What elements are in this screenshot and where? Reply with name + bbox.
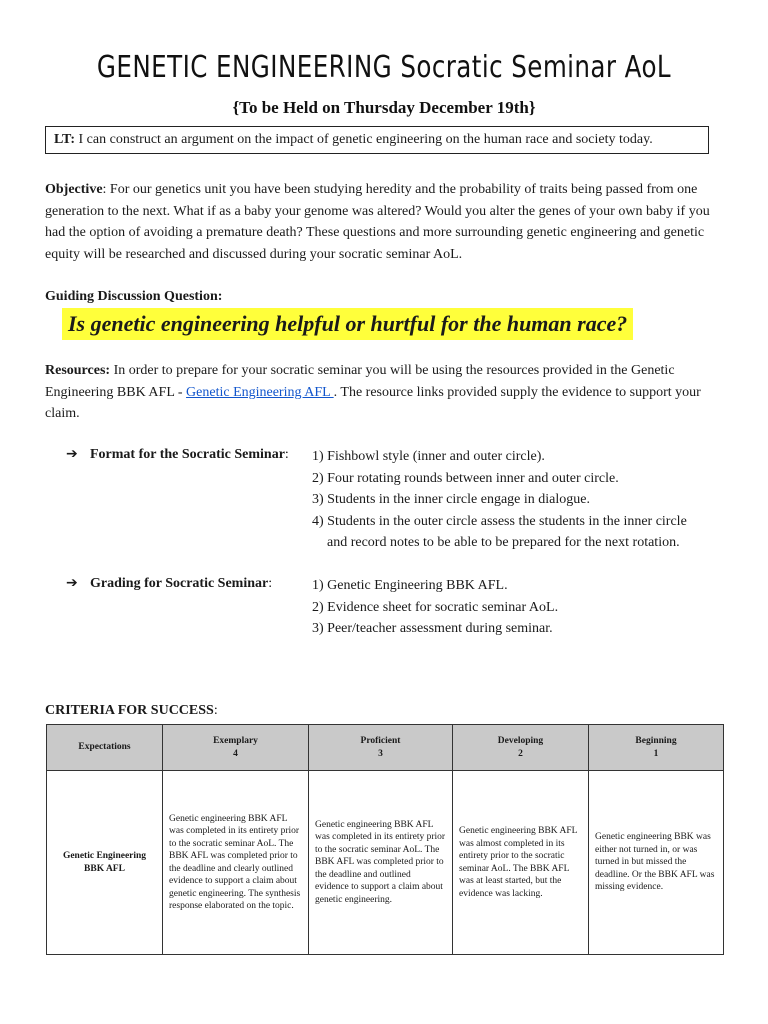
list-item: 3) Peer/teacher assessment during seminar. <box>312 621 553 636</box>
header-expectations: Expectations <box>47 725 163 771</box>
grading-colon: : <box>268 576 273 591</box>
list-item: 1) Genetic Engineering BBK AFL. <box>312 578 508 593</box>
objective-label: Objective <box>45 182 103 197</box>
objective-text: : For our genetics unit you have been studying heredity and the probability of traits being passed from one generation to the next. What if as a baby your genome was altered? Would you alter the genes of your own baby if you had the option of avoiding a premature death? These questions and more surrounding genetic engineering and genetic equity will be researched and discussed during your socratic seminar AoL. <box>45 182 710 262</box>
list-item: and record notes to be able to be prepared for the next rotation. <box>327 535 680 550</box>
cell-proficient: Genetic engineering BBK AFL was completed in its entirety prior to the socratic seminar AoL. The BBK AFL was completed prior to the deadline and outlined evidence to support a claim about genetic engineering. <box>309 771 453 955</box>
list-item: 1) Fishbowl style (inner and outer circle). <box>312 449 545 464</box>
table-row <box>47 771 724 955</box>
resources-paragraph <box>45 360 725 425</box>
header-developing: Developing 2 <box>453 725 589 771</box>
cell-beginning: Genetic engineering BBK was either not turned in, or was turned in but missed the deadline. Or the BBK AFL was missing evidence. <box>589 771 724 955</box>
criteria-label: CRITERIA FOR SUCCESS <box>45 703 214 718</box>
guiding-question-label: Guiding Discussion Question: <box>45 289 223 304</box>
list-item: 4) Students in the outer circle assess the students in the inner circle <box>312 513 687 529</box>
arrow-bullet-icon: ➔ <box>66 446 78 462</box>
genetic-engineering-afl-link[interactable]: Genetic Engineering AFL <box>186 384 334 400</box>
resources-label: Resources: <box>45 363 111 378</box>
grading-list <box>312 575 558 640</box>
row-expectation: Genetic Engineering BBK AFL <box>47 771 163 955</box>
grading-bullet <box>66 575 272 592</box>
seminar-date: {To be Held on Thursday December 19th} <box>232 98 536 117</box>
format-colon: : <box>284 447 289 462</box>
learning-target-text: I can construct an argument on the impact of genetic engineering on the human race and society today. <box>75 132 653 147</box>
criteria-colon: : <box>213 703 218 718</box>
format-bullet <box>66 446 289 463</box>
header-proficient: Proficient 3 <box>309 725 453 771</box>
list-item: 2) Four rotating rounds between inner and outer circle. <box>312 470 619 486</box>
list-item: 2) Evidence sheet for socratic seminar AoL. <box>312 599 559 615</box>
rubric-header-row <box>47 725 724 771</box>
criteria-heading <box>45 703 218 719</box>
objective-paragraph <box>45 179 725 265</box>
cell-exemplary: Genetic engineering BBK AFL was completed in its entirety prior to the socratic seminar AoL. The BBK AFL was completed prior to the deadline and clearly outlined evidence to support a claim about genetic engineering. The synthesis response elaborated on the topic. <box>163 771 309 955</box>
format-list <box>312 446 687 554</box>
guiding-question: Is genetic engineering helpful or hurtful for the human race? <box>62 308 633 340</box>
resources-text: In order to prepare for your socratic seminar you will be using the resources provided in the Genetic Engineering BBK AFL - <box>45 363 675 400</box>
list-item: 3) Students in the inner circle engage in dialogue. <box>312 492 590 507</box>
learning-target-box <box>45 126 709 154</box>
rubric-table <box>46 724 724 955</box>
cell-developing: Genetic engineering BBK AFL was almost completed in its entirety prior to the socratic seminar AoL. The BBK AFL was at least started, but the evidence was lacking. <box>453 771 589 955</box>
document-title: GENETIC ENGINEERING Socratic Seminar AoL <box>96 50 672 85</box>
resources-text-end: . The resource links provided supply the evidence to support your claim. <box>45 384 701 421</box>
format-label: Format for the Socratic Seminar <box>90 447 285 462</box>
header-beginning: Beginning 1 <box>589 725 724 771</box>
grading-label: Grading for Socratic Seminar <box>90 576 269 591</box>
arrow-bullet-icon: ➔ <box>66 575 78 591</box>
header-exemplary: Exemplary 4 <box>163 725 309 771</box>
learning-target-label: LT: <box>54 132 76 147</box>
